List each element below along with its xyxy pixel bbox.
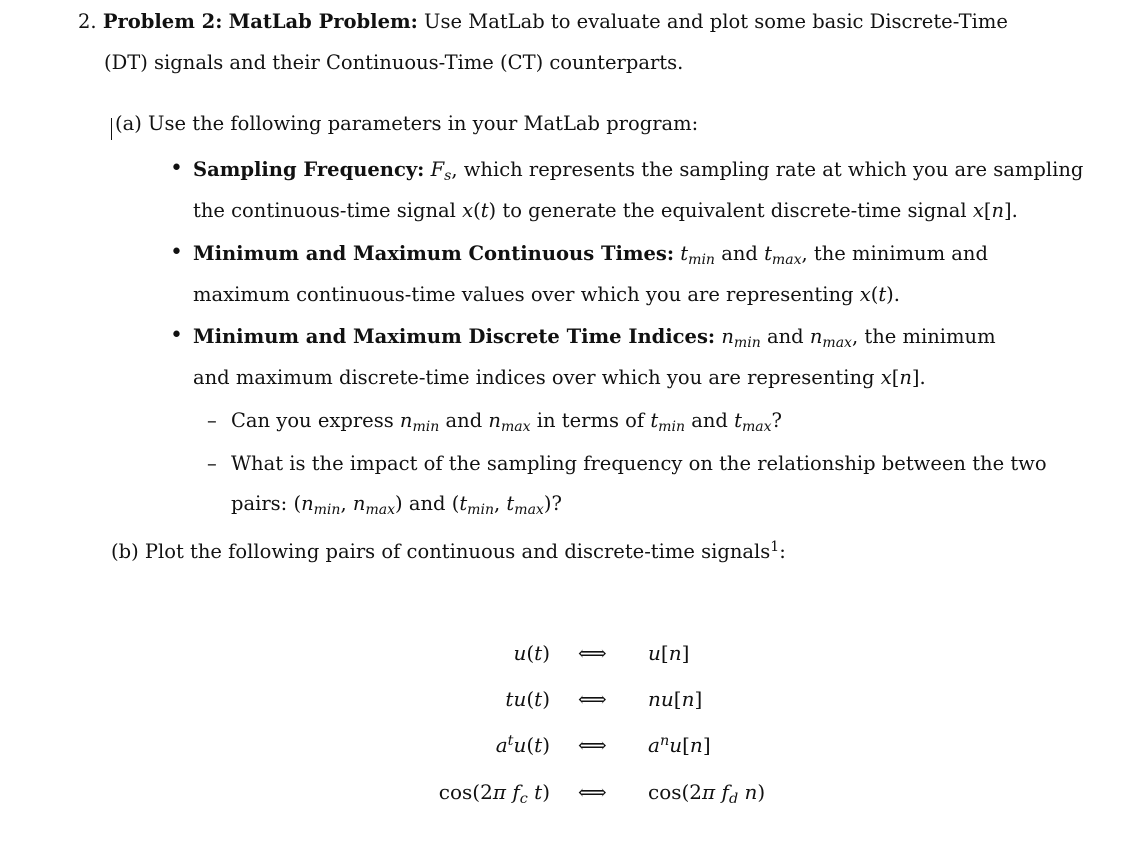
equivalence-arrow: ⟺ [578,641,607,665]
bullet-3-line-1: Minimum and Maximum Discrete Time Indices: $n_{min}$ and $n_{max}$, the minimum [193,325,996,351]
part-a-label: (a) [115,112,142,135]
subbullet-2-pre: pairs: [231,492,288,515]
bullet-2-and: and [721,242,758,265]
bullet-2-line-2: maximum continuous-time values over which you are representing x(t). [193,283,900,306]
dash: – [207,452,217,475]
bullet-1-head: Sampling Frequency: [193,158,425,181]
subbullet-1-pre: Can you express [231,409,394,432]
part-b-intro: Plot the following pairs of continuous and discrete-time signals [144,540,771,564]
bullet-1-text-2: the continuous-time signal [193,199,456,222]
problem-header [78,10,1008,33]
bullet-dot: • [170,240,183,265]
bullet-3-line-2: and maximum discrete-time indices over which you are representing x[n]. [193,366,926,389]
bullet-3-text-2: and maximum discrete-time indices over which you are representing [193,366,875,389]
bullet-3-tail: , the minimum [851,325,996,348]
subbullet-1-mid3: and [691,409,728,432]
dash: – [207,409,217,432]
equation-rhs: cos(2π $f_d$ n) [648,780,766,808]
bullet-dot: • [170,156,183,181]
part-b-label: (b) [111,540,139,564]
subbullet-2-line-2: pairs: ($n_{min}$, $n_{max}$) and ($t_{min}$, $t_{max}$)? [231,492,562,518]
subbullet-2-end: ? [551,492,562,515]
equation-lhs: cos(2π $f_c$ t) [438,780,550,808]
problem-number: 2. [78,10,97,33]
equation-lhs: $a^tu(t)$ [495,733,550,758]
problem-title: Problem 2: [102,10,223,33]
subbullet-1-end: ? [771,409,782,432]
bullet-3-head: Minimum and Maximum Discrete Time Indices: [193,325,716,348]
bullet-3-and: and [766,325,804,348]
subbullet-1: Can you express $n_{min}$ and $n_{max}$ in terms of $t_{min}$ and $t_{max}$? [231,409,782,435]
equation-lhs: u(t) [513,641,550,665]
subbullet-2-line-1: What is the impact of the sampling frequency on the relationship between the two [231,452,1047,475]
part-b-colon: : [779,540,786,564]
bullet-2-text-2: maximum continuous-time values over which you are representing [193,283,854,306]
footnote-mark: 1 [770,539,780,555]
bullet-2-head: Minimum and Maximum Continuous Times: [193,242,675,265]
text-cursor [111,118,112,140]
problem-subtitle: MatLab Problem: [228,10,418,33]
part-a-intro-line [115,112,698,135]
subbullet-2-and: and [408,492,446,515]
equation-lhs: tu(t) [505,687,550,711]
bullet-1-text: , which represents the sampling rate at which you are sampling [451,158,1084,181]
equivalence-arrow: ⟺ [578,733,607,757]
bullet-2-line-1: Minimum and Maximum Continuous Times: $t_{min}$ and $t_{max}$, the minimum and [193,242,988,268]
equivalence-arrow: ⟺ [578,780,607,804]
bullet-1-line-2: the continuous-time signal x(t) to generate the equivalent discrete-time signal x[n]. [193,199,1018,222]
equivalence-arrow: ⟺ [578,687,607,711]
subbullet-1-mid1: and [445,409,483,432]
part-a-intro: Use the following parameters in your MatLab program: [148,112,699,135]
subbullet-1-mid2: in terms of [536,409,645,432]
equation-rhs: u[n] [648,641,690,665]
bullet-dot: • [170,323,183,348]
bullet-1-text-3: to generate the equivalent discrete-time signal [502,199,967,222]
problem-line-1: Use MatLab to evaluate and plot some basic Discrete-Time [424,10,1008,33]
equation-rhs: $a^nu[n]$ [648,733,711,758]
bullet-2-tail: , the minimum and [801,242,988,265]
equation-rhs: nu[n] [648,687,703,711]
bullet-1-line-1: Sampling Frequency: $F_s$, which represents the sampling rate at which you are sampling [193,158,1084,184]
problem-line-2: (DT) signals and their Continuous-Time (CT) counterparts. [104,51,684,74]
part-b-intro-line [111,539,786,563]
